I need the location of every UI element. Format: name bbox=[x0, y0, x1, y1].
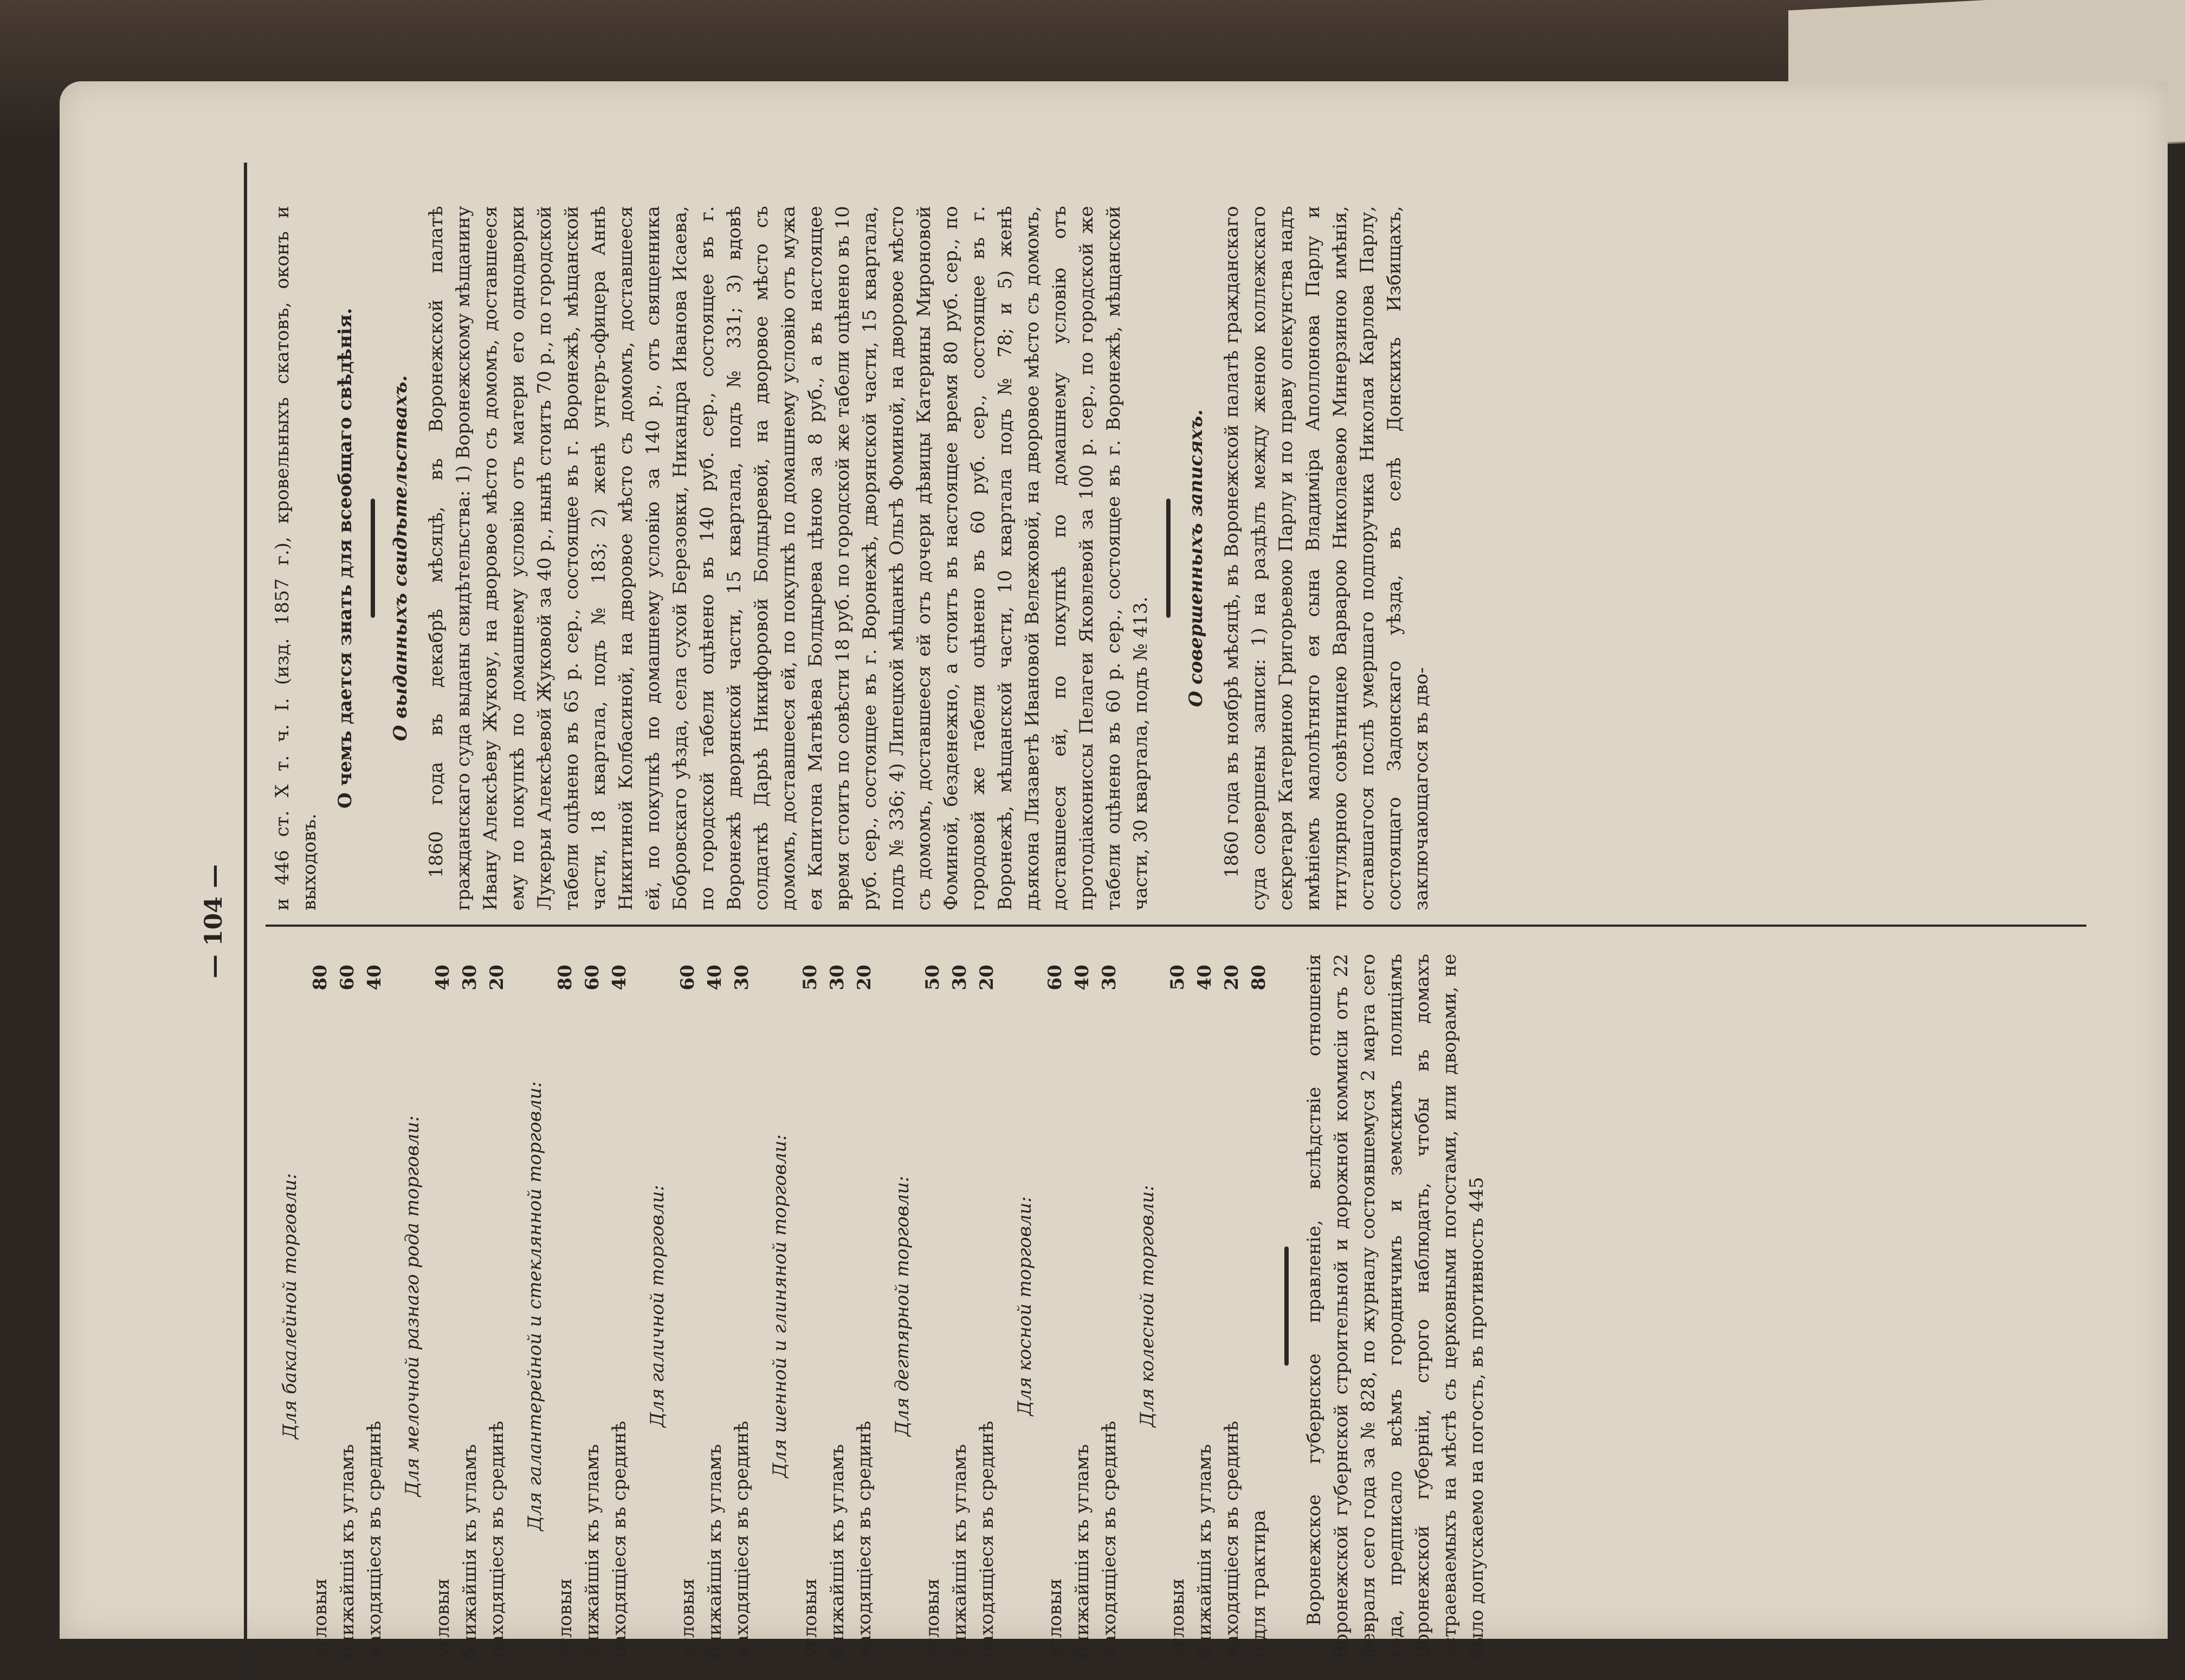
price-row bbox=[851, 954, 878, 1658]
row-label: ближайшія къ угламъ bbox=[459, 1444, 481, 1658]
row-label: угловыя bbox=[1167, 1578, 1188, 1658]
price-row bbox=[1245, 954, 1272, 1658]
row-value: 80 bbox=[554, 965, 576, 991]
price-row bbox=[701, 954, 728, 1658]
right-column bbox=[266, 206, 1438, 910]
price-row bbox=[919, 954, 946, 1658]
row-label: угловыя bbox=[799, 1578, 821, 1658]
row-label: угловыя bbox=[677, 1578, 699, 1658]
row-value: 60 bbox=[337, 965, 358, 991]
section-heading: Для шенной и глиняной торговли: bbox=[769, 1134, 791, 1478]
row-label: находящіеся въ срединѣ bbox=[1221, 1420, 1243, 1658]
price-row bbox=[1042, 954, 1069, 1658]
row-label: угловыя bbox=[309, 1578, 331, 1658]
row-label: ближайшія къ угламъ bbox=[949, 1444, 971, 1658]
notice-line: О чемъ дается знать для всеобщаго свѣдѣнія. bbox=[334, 308, 356, 809]
row-label: находящіеся въ срединѣ bbox=[364, 1420, 385, 1658]
rotated-page-content bbox=[157, 163, 2185, 1680]
price-row bbox=[552, 954, 579, 1658]
row-label: находящіеся въ срединѣ bbox=[609, 1420, 630, 1658]
row-value: 40 bbox=[364, 965, 385, 991]
row-value: 80 bbox=[1248, 965, 1270, 991]
price-row bbox=[361, 954, 388, 1658]
price-row bbox=[307, 954, 334, 1658]
price-row bbox=[483, 954, 510, 1658]
price-row bbox=[674, 954, 701, 1658]
row-value: 30 bbox=[949, 965, 971, 991]
section-heading: Для галичной торговли: bbox=[647, 1185, 668, 1427]
row-label: угловыя bbox=[554, 1578, 576, 1658]
records-paragraph: 1860 года въ ноябрѣ мѣсяцѣ, въ Воронежской палатѣ гражданскаго суда совершены записи: 1) на раздѣлъ между женою коллежскаго секретаря Катериною Григорьевою Парлу и по праву опекунства надъ имѣніемъ малолѣтняго ея сына Владиміра Аполлонова Парлу и титулярною совѣтницею Варварою Николаевою Минерзиною имѣнія, оставшагося послѣ умершаго подпоручика Николая Карлова Парлу, состоящаго Задонскаго уѣзда, въ селѣ Донскихъ Избищахъ, заключающагося въ дво- bbox=[1221, 206, 1432, 910]
notice-paragraph: Воронежское губернское правленіе, вслѣдствіе отношенія Воронежской губернской строительной и дорожной коммисіи отъ 22 февраля сего года за № 828, по журналу состоявшемуся 2 марта сего года, предписало всѣмъ городничимъ и земскимъ полиціямъ Воронежской губерніи, строго наблюдать, чтобы въ домахъ устраеваемыхъ на мѣстѣ съ церковными погостами, или дворами, не было допускаемо на погость, въ противность 445 bbox=[1303, 954, 1488, 1658]
left-column bbox=[266, 954, 1494, 1658]
row-value: 50 bbox=[799, 965, 821, 991]
section-heading: Для галантерейной и стеклянной торговли: bbox=[524, 1081, 546, 1531]
row-value: 50 bbox=[1167, 965, 1188, 991]
row-value: 30 bbox=[826, 965, 848, 991]
row-label: угловыя bbox=[1044, 1578, 1066, 1658]
section-heading: Для мелочной разнаго рода торговли: bbox=[402, 1115, 423, 1497]
row-label: ближайшія къ угламъ bbox=[1071, 1444, 1093, 1658]
price-row bbox=[606, 954, 633, 1658]
row-label: находящіеся въ срединѣ bbox=[731, 1420, 753, 1658]
row-label: ближайшія къ угламъ bbox=[581, 1444, 603, 1658]
ornamental-separator bbox=[1284, 1246, 1289, 1366]
row-value: 40 bbox=[432, 965, 454, 991]
row-value: 20 bbox=[486, 965, 508, 991]
row-value: 60 bbox=[677, 965, 699, 991]
row-value: 80 bbox=[309, 965, 331, 991]
book-page bbox=[60, 81, 2168, 1658]
row-label: находящіеся въ срединѣ bbox=[1098, 1420, 1120, 1658]
row-label: и для трактира bbox=[1248, 1510, 1270, 1658]
row-value: 60 bbox=[1044, 965, 1066, 991]
row-label: ближайшія къ угламъ bbox=[1194, 1444, 1216, 1658]
ornamental-separator bbox=[1166, 499, 1171, 618]
row-value: 50 bbox=[922, 965, 943, 991]
ornamental-separator bbox=[371, 499, 375, 618]
row-value: 60 bbox=[581, 965, 603, 991]
section-heading: Для колесной торговли: bbox=[1136, 1185, 1158, 1427]
price-row bbox=[334, 954, 361, 1658]
section-title-certificates: О выданныхъ свидѣтельствахъ. bbox=[390, 375, 411, 741]
row-label: ближайшія къ угламъ bbox=[704, 1444, 726, 1658]
row-label: находящіеся въ срединѣ bbox=[854, 1420, 875, 1658]
price-row bbox=[797, 954, 824, 1658]
price-row bbox=[429, 954, 456, 1658]
row-label: угловыя bbox=[922, 1578, 943, 1658]
row-value: 20 bbox=[854, 965, 875, 991]
price-row bbox=[1096, 954, 1123, 1658]
row-value: 40 bbox=[1071, 965, 1093, 991]
price-row bbox=[946, 954, 973, 1658]
price-row bbox=[824, 954, 851, 1658]
row-label: находящіеся въ срединѣ bbox=[976, 1420, 998, 1658]
row-value: 20 bbox=[1221, 965, 1243, 991]
price-row bbox=[1191, 954, 1218, 1658]
row-label: угловыя bbox=[432, 1578, 454, 1658]
section-heading: Для дегтярной торговли: bbox=[891, 1175, 913, 1437]
row-label: ближайшія къ угламъ bbox=[826, 1444, 848, 1658]
row-value: 30 bbox=[459, 965, 481, 991]
price-row bbox=[973, 954, 1000, 1658]
certificates-paragraph: 1860 года въ декабрѣ мѣсяцѣ, въ Воронежской палатѣ гражданскаго суда выданы свидѣтельства: 1) Воронежскому мѣщанину Ивану Алексѣеву Жукову, на дворовое мѣсто съ домомъ, доставшееся ему по покупкѣ по домашнему условію отъ матери его однодворки Лукерьи Алексѣевой Жуковой за 40 р., нынѣ стоитъ 70 р., по городской табели оцѣнено въ 65 р. сер., состоящее въ г. Воронежѣ, мѣщанской части, 18 квартала, подъ № 183; 2) женѣ унтеръ-офицера Аннѣ Никитиной Колбасиной, на дворовое мѣсто съ домомъ, доставшееся ей, по покупкѣ по домашнему условію за 140 р., отъ священника Бобровскаго уѣзда, села сухой Березовки, Никандра Иванова Исаева, по городской табели оцѣнено въ 140 руб. сер., состоящее въ г. Воронежѣ дворянской части, 15 квартала, подъ № 331; 3) вдовѣ солдаткѣ Дарьѣ Никифоровой Болдыревой, на дворовое мѣсто съ домомъ, доставшееся ей, по покупкѣ по домашнему условію отъ мужа ея Капитона Матвѣева Болдырева цѣною за 8 руб., а въ настоящее время стоитъ по совѣсти 18 руб. по городской же табели оцѣнено въ 10 руб. сер., состоящее въ г. Воронежѣ, дворянской части, 15 квартала, подъ № 336; 4) Липецкой мѣщанкѣ Ольгѣ Фоминой, на дворовое мѣсто съ домомъ, доставшееся ей отъ дочери дѣвицы Катерины Мироновой Фоминой, безденежно, а стоитъ въ настоящее время 80 руб. сер., по городовой же табели оцѣнено въ 60 руб. сер., состоящее въ г. Воронежѣ, мѣщанской части, 10 квартала подъ № 78; и 5) женѣ дьякона Лизаветѣ Ивановой Вележовой, на дворовое мѣсто съ домомъ, доставшееся ей, по покупкѣ по домашнему условію отъ протодіакониссы Пелагеи Яковлевой за 100 р. сер., по городской же табели оцѣнено въ 60 р. сер., состоящее въ г. Воронежѣ, мѣщанской части, 30 квартала, подъ № 413. bbox=[425, 206, 1152, 910]
row-value: 30 bbox=[731, 965, 753, 991]
header-rule bbox=[244, 163, 247, 1680]
price-row bbox=[728, 954, 755, 1658]
column-divider bbox=[266, 925, 2086, 927]
page-number: — 104 — bbox=[200, 864, 228, 979]
section-title-records: О совершенныхъ записяхъ. bbox=[1185, 409, 1207, 707]
row-label: ближайшія къ угламъ bbox=[337, 1444, 358, 1658]
row-value: 40 bbox=[704, 965, 726, 991]
row-value: 40 bbox=[609, 965, 630, 991]
row-value: 30 bbox=[1098, 965, 1120, 991]
row-value: 20 bbox=[976, 965, 998, 991]
section-heading: Для косной торговли: bbox=[1014, 1196, 1036, 1416]
price-row bbox=[1164, 954, 1191, 1658]
section-heading: Для бакалейной торговли: bbox=[279, 1173, 301, 1439]
intro-paragraph: и 446 ст. X т. ч. I. (изд. 1857 г.), кровельныхъ скатовъ, оконъ и выходовъ. bbox=[271, 206, 320, 910]
price-row bbox=[1069, 954, 1096, 1658]
price-row bbox=[1218, 954, 1245, 1658]
row-value: 40 bbox=[1194, 965, 1216, 991]
price-row bbox=[579, 954, 606, 1658]
row-label: находящіеся въ срединѣ bbox=[486, 1420, 508, 1658]
price-row bbox=[456, 954, 483, 1658]
